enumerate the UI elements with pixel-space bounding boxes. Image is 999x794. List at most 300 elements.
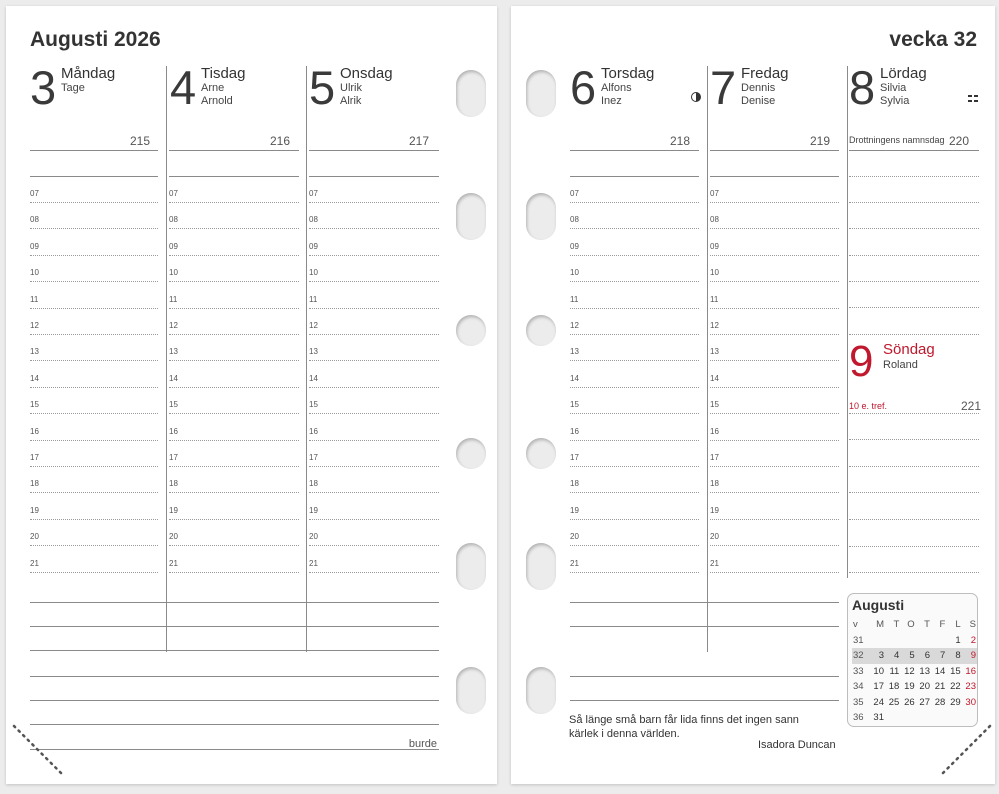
mini-calendar-date: 8 [946, 648, 961, 664]
mini-calendar-date: 12 [904, 665, 915, 677]
binder-hole [526, 315, 556, 346]
binder-hole [526, 543, 556, 590]
hour-rule [30, 308, 158, 309]
day-header [309, 61, 429, 154]
day-rule [309, 150, 439, 151]
note-rule [570, 700, 839, 701]
column-divider [166, 66, 167, 652]
hour-rule [570, 334, 699, 335]
mini-calendar-empty [916, 633, 931, 649]
mini-calendar-month: Augusti [852, 597, 905, 613]
day-of-year: 216 [269, 134, 290, 148]
binder-hole [456, 70, 486, 117]
hour-rule [710, 360, 839, 361]
hour-rule [309, 308, 439, 309]
hour-rule [570, 360, 699, 361]
day-number: 6 [570, 61, 597, 114]
mini-calendar-week-number: 32 [852, 648, 870, 664]
hour-rule [309, 281, 439, 282]
hour-rule [169, 440, 299, 441]
mini-calendar-date: 6 [916, 648, 931, 664]
mini-calendar-date: 22 [950, 681, 961, 693]
mini-calendar-table [852, 617, 977, 726]
mini-calendar-date: 16 [965, 665, 976, 677]
hour-rule [570, 492, 699, 493]
note-rule [30, 676, 439, 677]
mini-calendar-date: 24 [873, 696, 884, 708]
day-rule [570, 176, 699, 177]
column-divider [306, 66, 307, 652]
hour-label: 13 [30, 347, 39, 357]
hour-label: 17 [570, 453, 579, 462]
name-day: Alrik [340, 95, 362, 107]
saturday-rule [849, 281, 979, 282]
hour-label: 19 [30, 505, 39, 515]
hour-rule [30, 492, 158, 493]
mini-calendar-date: 11 [889, 665, 900, 677]
hour-rule [30, 545, 158, 546]
mini-calendar-week-number: 31 [853, 634, 864, 646]
mini-calendar-header: v [853, 619, 858, 631]
hour-rule [309, 492, 439, 493]
hour-label: 14 [309, 373, 318, 383]
note-rule [570, 676, 839, 677]
mini-calendar-date: 15 [950, 665, 961, 677]
hour-rule [169, 228, 299, 229]
saturday-rule [849, 307, 979, 308]
hour-label: 12 [309, 321, 318, 330]
mini-calendar-week-row [852, 664, 977, 680]
hour-rule [30, 334, 158, 335]
hour-rule [169, 360, 299, 361]
hour-rule [570, 228, 699, 229]
mini-calendar-empty [931, 633, 946, 649]
hour-label: 09 [309, 241, 318, 251]
sunday-day-of-year: 221 [960, 399, 981, 413]
mini-calendar-header: F [939, 619, 946, 631]
hour-label: 14 [710, 373, 719, 383]
hour-label: 09 [169, 241, 178, 251]
hour-label: 21 [570, 558, 579, 568]
hour-label: 20 [30, 532, 39, 542]
hour-rule [570, 466, 699, 467]
hour-rule [30, 519, 158, 520]
hour-label: 15 [309, 400, 318, 410]
day-rule [570, 150, 699, 151]
mini-calendar-date: 21 [934, 681, 946, 693]
quote-text: Så länge små barn får lida finns det ingen sann kärlek i denna världen. [569, 714, 799, 740]
hour-rule [30, 228, 158, 229]
day-header [170, 61, 290, 154]
hour-rule [30, 387, 158, 388]
name-day: Arnold [201, 95, 233, 107]
hour-label: 16 [309, 426, 318, 436]
mini-calendar-header: S [969, 619, 976, 631]
hour-label: 08 [169, 215, 178, 225]
binder-hole [526, 70, 556, 117]
hour-label: 10 [710, 268, 719, 278]
hour-label: 07 [169, 189, 178, 198]
hour-rule [169, 202, 299, 203]
hour-label: 13 [169, 347, 178, 357]
hour-label: 21 [30, 558, 39, 568]
saturday-rule [849, 176, 979, 177]
mini-calendar-week-row [852, 648, 977, 664]
week-title: vecka 32 [889, 28, 977, 51]
hour-rule [570, 413, 699, 414]
name-day: Tage [61, 82, 85, 94]
hour-label: 07 [30, 189, 39, 198]
mini-calendar-date: 1 [955, 634, 961, 646]
column-divider [847, 66, 848, 578]
note-rule [30, 650, 439, 651]
mini-calendar-week-number: 33 [853, 665, 864, 677]
hour-label: 11 [309, 294, 318, 304]
hour-rule [710, 466, 839, 467]
hour-label: 12 [169, 321, 178, 330]
hour-label: 19 [710, 505, 719, 515]
hour-rule [309, 228, 439, 229]
note-rule [30, 602, 439, 603]
day-rule [710, 150, 839, 151]
hour-rule [309, 255, 439, 256]
name-day-list [880, 82, 909, 108]
day-weekday: Torsdag [601, 65, 655, 82]
hour-label: 19 [570, 505, 579, 515]
hour-label: 10 [169, 268, 178, 278]
sunday-block [849, 337, 981, 420]
hour-rule [169, 281, 299, 282]
mini-calendar-date: 20 [919, 681, 930, 693]
hour-label: 17 [30, 453, 39, 462]
binder-hole [526, 438, 556, 469]
hour-label: 15 [710, 400, 719, 410]
mini-calendar-week-number: 36 [853, 712, 864, 724]
hour-label: 08 [30, 215, 39, 225]
name-day-list [61, 82, 85, 95]
mini-calendar-date: 3 [870, 648, 885, 664]
hour-rule [309, 572, 439, 573]
note-rule [30, 724, 439, 725]
mini-calendar-date: 27 [919, 696, 930, 708]
day-of-year: 220 [948, 134, 969, 148]
hour-label: 16 [710, 426, 719, 436]
hour-rule [169, 545, 299, 546]
hour-rule [309, 334, 439, 335]
hour-rule [309, 202, 439, 203]
hour-label: 11 [169, 294, 178, 304]
hour-rule [710, 281, 839, 282]
day-rule [30, 150, 158, 151]
mini-calendar-week-number: 34 [853, 681, 864, 693]
mini-calendar-empty [885, 710, 900, 726]
mini-calendar-date: 2 [970, 634, 976, 646]
mini-calendar-date: 9 [962, 648, 977, 664]
saturday-rule [849, 334, 979, 335]
day-number: 8 [849, 61, 876, 114]
hour-rule [570, 255, 699, 256]
hour-rule [309, 519, 439, 520]
corner-dots-left [12, 722, 72, 782]
mini-calendar-date: 23 [965, 681, 976, 693]
mini-calendar-date: 31 [873, 712, 884, 724]
hour-label: 19 [169, 505, 178, 515]
hour-label: 13 [570, 347, 579, 357]
name-day: Ulrik [340, 82, 362, 94]
hour-label: 17 [309, 453, 318, 462]
day-header [710, 61, 830, 154]
mini-calendar-date: 30 [965, 696, 976, 708]
mini-calendar-date: 10 [873, 665, 884, 677]
hour-rule [169, 413, 299, 414]
hour-rule [710, 308, 839, 309]
hour-rule [30, 202, 158, 203]
binder-hole [456, 543, 486, 590]
hour-rule [710, 519, 839, 520]
day-number: 5 [309, 61, 336, 114]
mini-calendar-date: 17 [873, 681, 884, 693]
sunday-rule [849, 492, 979, 493]
day-weekday: Lördag [880, 65, 927, 82]
mini-calendar-date: 26 [904, 696, 915, 708]
mini-calendar-header: T [893, 619, 900, 631]
hour-rule [30, 413, 158, 414]
name-day-list [601, 82, 632, 108]
hour-rule [169, 572, 299, 573]
note-rule [30, 626, 439, 627]
hour-rule [710, 413, 839, 414]
hour-label: 18 [570, 479, 579, 489]
name-day: Arne [201, 82, 225, 94]
mini-calendar-empty [916, 710, 931, 726]
sunday-rule [849, 572, 979, 573]
hour-rule [169, 255, 299, 256]
hour-label: 10 [30, 268, 39, 278]
hour-label: 11 [570, 294, 579, 304]
hour-label: 08 [309, 215, 318, 225]
hour-label: 10 [570, 268, 579, 278]
hour-label: 14 [169, 373, 178, 383]
mini-calendar-date: 18 [888, 681, 900, 693]
hour-rule [30, 281, 158, 282]
hour-rule [169, 308, 299, 309]
day-header [849, 61, 969, 154]
hour-label: 09 [30, 241, 39, 251]
binder-hole [456, 315, 486, 346]
binder-hole [526, 193, 556, 240]
day-weekday: Tisdag [201, 65, 246, 82]
mini-calendar-empty [885, 633, 900, 649]
hour-rule [710, 572, 839, 573]
hour-rule [710, 228, 839, 229]
mini-calendar-date: 25 [888, 696, 900, 708]
hour-rule [30, 255, 158, 256]
month-title: Augusti 2026 [30, 28, 161, 51]
mini-calendar-week-row [852, 679, 977, 695]
mini-calendar-date: 5 [900, 648, 915, 664]
mini-calendar-empty [870, 633, 885, 649]
hour-rule [30, 572, 158, 573]
hour-label: 17 [169, 453, 178, 462]
hour-rule [309, 387, 439, 388]
sunday-rule [849, 546, 979, 547]
hour-label: 17 [710, 453, 719, 462]
hour-label: 10 [309, 268, 318, 278]
day-rule [30, 176, 158, 177]
hour-rule [570, 308, 699, 309]
brand-logo: burde [408, 738, 437, 750]
mini-calendar-week-row [852, 633, 977, 649]
day-weekday: Onsdag [340, 65, 393, 82]
hour-label: 20 [309, 532, 318, 542]
note-rule [570, 626, 839, 627]
note-rule [570, 602, 839, 603]
name-day: Alfons [601, 82, 632, 94]
hour-rule [169, 334, 299, 335]
hour-rule [570, 387, 699, 388]
hour-rule [309, 413, 439, 414]
half-moon-icon [691, 92, 701, 102]
hour-label: 19 [309, 505, 318, 515]
day-rule [169, 176, 299, 177]
hour-label: 07 [309, 189, 318, 198]
sunday-rule [849, 439, 979, 440]
mini-calendar-date: 13 [919, 665, 930, 677]
hour-rule [169, 466, 299, 467]
mini-calendar-header: M [876, 619, 884, 631]
hour-rule [710, 202, 839, 203]
hour-rule [30, 440, 158, 441]
day-of-year: 218 [669, 134, 690, 148]
name-day: Sylvia [880, 95, 910, 107]
hour-rule [30, 466, 158, 467]
day-note: Drottningens namnsdag [849, 135, 945, 145]
day-weekday: Måndag [61, 65, 116, 82]
hour-rule [570, 572, 699, 573]
name-day-list [741, 82, 775, 108]
name-day: Inez [601, 95, 622, 107]
hour-label: 09 [570, 241, 579, 251]
sunday-name: Roland [883, 359, 918, 371]
mini-calendar-empty [900, 633, 915, 649]
hour-rule [309, 466, 439, 467]
day-number: 7 [710, 61, 737, 114]
hour-label: 12 [710, 321, 719, 330]
name-day: Denise [741, 95, 776, 107]
hour-rule [710, 545, 839, 546]
name-day-list [201, 82, 233, 108]
sunday-number: 9 [849, 337, 874, 386]
binder-hole [526, 667, 556, 714]
name-day-list [340, 82, 362, 108]
hour-label: 21 [309, 558, 318, 568]
corner-dots-right [938, 722, 998, 782]
mini-calendar-date: 29 [950, 696, 961, 708]
hour-label: 18 [710, 479, 719, 489]
right-page [511, 6, 995, 784]
mini-calendar-date: 4 [885, 648, 900, 664]
hour-rule [309, 440, 439, 441]
mini-calendar-header: O [907, 619, 915, 631]
hour-label: 18 [30, 479, 39, 489]
note-rule [30, 749, 439, 750]
day-number: 4 [170, 61, 197, 114]
day-header [570, 61, 690, 154]
hour-rule [570, 519, 699, 520]
hour-label: 15 [570, 400, 579, 410]
binder-hole [456, 193, 486, 240]
day-rule [849, 150, 979, 151]
hour-label: 20 [169, 532, 178, 542]
saturday-rule [849, 202, 979, 203]
hour-rule [309, 360, 439, 361]
sunday-rule [849, 466, 979, 467]
hour-label: 16 [30, 426, 39, 436]
sunday-rule [849, 519, 979, 520]
hour-label: 16 [570, 426, 579, 436]
name-day: Silvia [880, 82, 907, 94]
hour-label: 20 [570, 532, 579, 542]
mini-calendar-date: 28 [934, 696, 946, 708]
mini-calendar-empty [900, 710, 915, 726]
hour-rule [169, 387, 299, 388]
hour-rule [570, 440, 699, 441]
mini-calendar-date: 14 [934, 665, 946, 677]
name-day: Dennis [741, 82, 776, 94]
hour-label: 13 [309, 347, 318, 357]
day-number: 3 [30, 61, 57, 114]
hour-label: 21 [169, 558, 178, 568]
saturday-rule [849, 228, 979, 229]
hour-label: 08 [570, 215, 579, 225]
mini-calendar-header: L [955, 619, 961, 631]
hour-label: 09 [710, 241, 719, 251]
hour-label: 07 [570, 189, 579, 198]
hour-rule [169, 492, 299, 493]
mini-calendar-header-row [852, 617, 977, 633]
mini-calendar-header: T [924, 619, 930, 631]
day-of-year: 215 [129, 134, 150, 148]
mini-calendar-date: 19 [904, 681, 915, 693]
hour-label: 15 [30, 400, 39, 410]
column-divider [707, 66, 708, 652]
hour-label: 16 [169, 426, 178, 436]
hour-label: 13 [710, 347, 719, 357]
hour-rule [710, 255, 839, 256]
mini-calendar [847, 593, 978, 727]
hour-rule [30, 360, 158, 361]
left-page [6, 6, 497, 784]
hour-label: 21 [710, 558, 719, 568]
hour-rule [710, 387, 839, 388]
quote-author: Isadora Duncan [758, 739, 836, 751]
day-of-year: 219 [809, 134, 830, 148]
hour-label: 18 [309, 479, 318, 489]
hour-label: 14 [570, 373, 579, 383]
hour-label: 14 [30, 373, 39, 383]
day-weekday: Fredag [741, 65, 789, 82]
hour-label: 20 [710, 532, 719, 542]
day-rule [309, 176, 439, 177]
day-rule [710, 176, 839, 177]
mini-calendar-week-number: 35 [853, 696, 864, 708]
hour-label: 18 [169, 479, 178, 489]
note-rule [30, 700, 439, 701]
hour-label: 12 [30, 321, 39, 330]
binder-hole [456, 667, 486, 714]
hour-rule [169, 519, 299, 520]
hour-rule [710, 492, 839, 493]
